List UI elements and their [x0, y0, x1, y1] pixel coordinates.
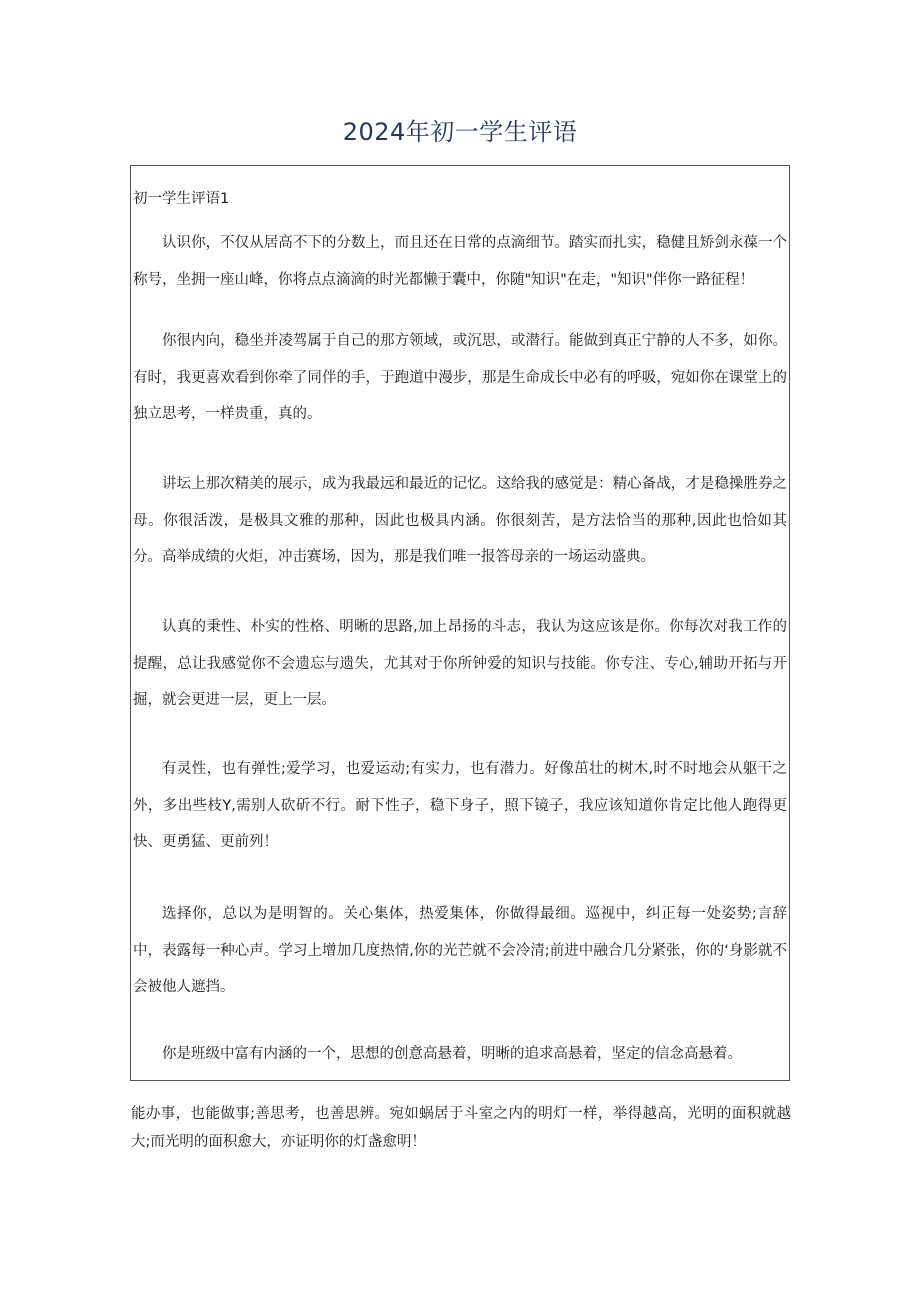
paragraph-2: 你很内向，稳坐并凌驾属于自己的那方领域，或沉思，或潜行。能做到真正宁静的人不多，如你。有时，我更喜欢看到你牵了同伴的手，于跑道中漫步，那是生命成长中必有的呼吸，宛如你在课堂上的独立思考，一样贵重，真的。 — [133, 333, 787, 422]
paragraph-6: 选择你，总以为是明智的。关心集体，热爱集体，你做得最细。巡视中，纠正每一处姿势;言辞中，表露每一种心声。学习上增加几度热情,你的光芒就不会冷清;前进中融合几分紧张，你的‘身影就不会被他人遮挡。 — [133, 906, 787, 995]
paragraph-1: 认识你，不仅从居高不下的分数上，而且还在日常的点滴细节。踏实而扎实，稳健且矫剑永葆一个称号，坐拥一座山峰，你将点点滴滴的时光都懒于囊中，你随"知识"在走，"知识"伴你一路征程！ — [133, 235, 787, 288]
paragraph-7: 你是班级中富有内涵的一个，思想的创意高悬着，明晰的追求高悬着，坚定的信念高悬着。 — [162, 1046, 742, 1062]
document-title: 2024年初一学生评语 — [342, 118, 578, 146]
paragraph-5: 有灵性，也有弹性;爱学习，也爱运动;有实力，也有潜力。好像茁壮的树木,时不时地会从躯干之外，多出些枝Y,需别人砍斫不行。耐下性子，稳下身子，照下镜子，我应该知道你肯定比他人跑得更快、更勇猛、更前列！ — [133, 761, 787, 850]
paragraph-3: 讲坛上那次精美的展示，成为我最远和最近的记忆。这给我的感觉是：精心备战，才是稳操胜券之母。你很活泼，是极具文雅的那种，因此也极具内涵。你很刻苦，是方法恰当的那种,因此也恰如其分。高举成绩的火炬，冲击赛场，因为，那是我们唯一报答母亲的一场运动盛典。 — [133, 476, 787, 565]
content-box — [130, 165, 790, 1081]
paragraph-4: 认真的秉性、朴实的性格、明晰的思路,加上昂扬的斗志，我认为这应该是你。你每次对我工作的提醒，总让我感觉你不会遗忘与遗失，尤其对于你所钟爱的知识与技能。你专注、专心,辅助开拓与开掘，就会更进一层，更上一层。 — [133, 619, 787, 708]
section-heading: 初一学生评语1 — [133, 191, 230, 207]
continuation-paragraph: 能办事，也能做事;善思考，也善思辨。宛如蜗居于斗室之内的明灯一样，举得越高，光明的面积就越大;而光明的面积愈大，亦证明你的灯盏愈明！ — [131, 1106, 791, 1150]
